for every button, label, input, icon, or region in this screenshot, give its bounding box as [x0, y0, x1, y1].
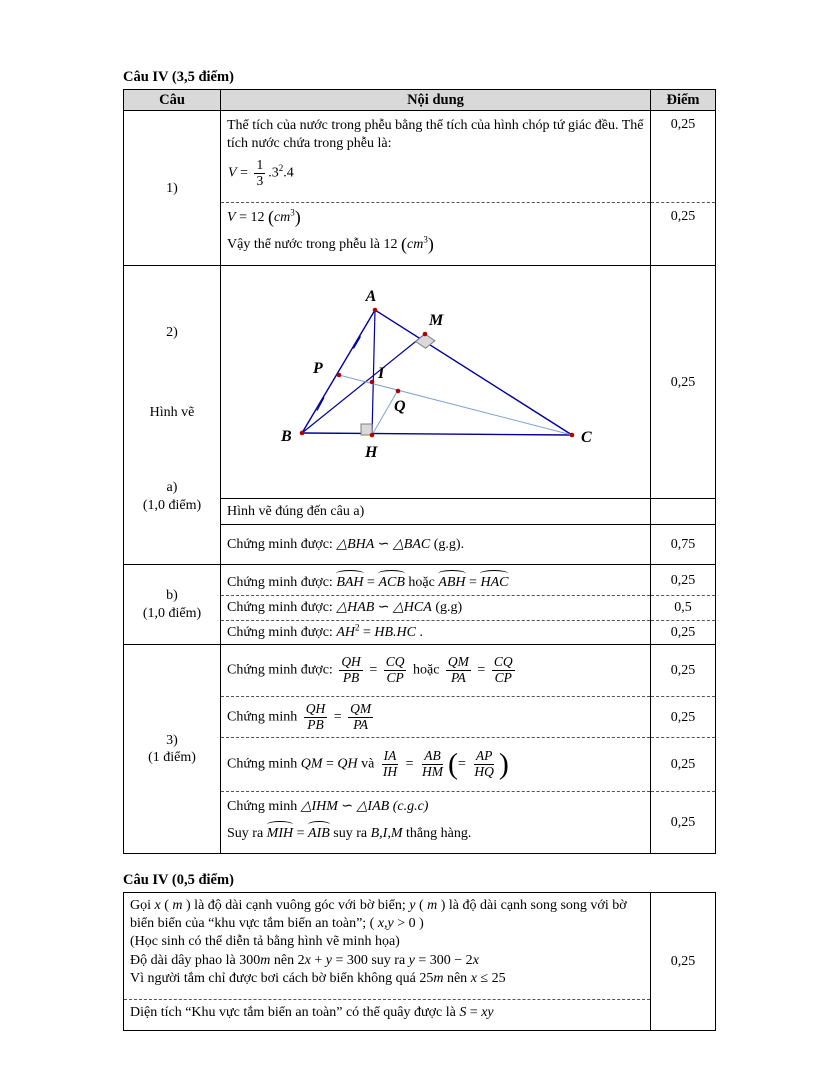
text-segment: m — [260, 952, 271, 968]
row-s2-main — [124, 893, 716, 1000]
text-segment: B,I,M — [370, 825, 403, 841]
ah-squared: Chứng minh được: $AH^2 = HB.HC$ . — [227, 622, 424, 640]
volume-result: V = 12 $(cm^3)$ — [227, 207, 301, 228]
text-segment: ( — [267, 207, 274, 228]
text-segment: y — [409, 898, 416, 914]
part-b-letter: b) — [166, 588, 178, 604]
content-a2 — [221, 525, 651, 565]
fraction: $\frac{QM}{PA}$ — [447, 654, 469, 686]
variables-definition: Gọi x ( m ) là độ dài cạnh vuông góc với bờ biển; y ( m ) là độ dài cạnh song song với bờ biển biển của “khu vực tắm biển an toàn”; ( x,y > 0 ) — [130, 898, 627, 931]
text-segment: cm — [407, 236, 424, 252]
answer-table-2 — [123, 892, 716, 1031]
text-segment: △BHA — [336, 537, 375, 552]
content-a1 — [221, 499, 651, 525]
point-label-i: I — [378, 365, 385, 383]
hinh-ve-label: Hình vẽ — [149, 404, 195, 420]
content-b2 — [221, 596, 651, 621]
content-c4 — [221, 792, 651, 854]
segment-bm — [302, 334, 425, 433]
text-segment: y — [325, 952, 332, 968]
row-figure — [124, 266, 716, 499]
similar-triangles-a: Chứng minh được: △BHA ∽ △BAC (g.g). — [227, 537, 465, 552]
qm-equals-qh: Chứng minh QM = QH và $\frac{IA}{IH}$ = $\frac{AB}{HM}$ (= $\frac{AP}{HQ}$ ) — [227, 747, 509, 781]
point-label-q: Q — [394, 398, 406, 416]
text-segment: ( — [448, 747, 459, 781]
cevian-pc — [339, 375, 572, 435]
text-segment: QH — [337, 756, 358, 772]
content-b1 — [221, 565, 651, 596]
part-a-letter: a) — [166, 480, 178, 496]
score-c1: 0,25 — [651, 645, 716, 697]
vertex-label-c: C — [581, 429, 592, 447]
section1-title: Câu IV (3,5 điểm) — [123, 69, 234, 85]
similar-triangles-c: Chứng minh △IHM ∽ △IAB (c.g.c) — [227, 799, 429, 815]
text-segment: x — [154, 898, 161, 914]
header-cau: Câu — [124, 90, 221, 111]
score-a1 — [651, 499, 716, 525]
point-label-h: H — [365, 444, 378, 462]
text-segment: S — [459, 1005, 467, 1021]
text-segment: V — [227, 210, 236, 226]
header-row — [124, 90, 716, 111]
point-label-p: P — [313, 360, 323, 378]
fraction: $\frac{1}{3}$ — [256, 157, 264, 189]
fraction: $\frac{QM}{PA}$ — [350, 700, 372, 732]
text-segment: m — [427, 898, 438, 914]
text-segment: AIB — [308, 825, 330, 841]
score-c4: 0,25 — [651, 792, 716, 854]
answer-table-main — [123, 89, 716, 854]
content-c1 — [221, 645, 651, 697]
part-a-label — [130, 479, 214, 514]
text-segment: ABH — [438, 574, 466, 590]
header-noidung: Nội dung — [221, 90, 651, 111]
content-b3 — [221, 620, 651, 645]
text-segment: BAH — [336, 574, 364, 590]
text-segment: m — [433, 971, 444, 987]
text-segment: cm — [273, 210, 291, 226]
row-1a — [124, 111, 716, 203]
row-c1 — [124, 645, 716, 697]
question-2-label-cell — [124, 266, 221, 565]
fraction: $\frac{QH}{PB}$ — [341, 654, 361, 686]
point-dot-h — [370, 433, 375, 438]
drawing-note: (Học sinh có thể diễn tả bằng hình vẽ minh họa) — [130, 934, 400, 950]
area-formula: Diện tích “Khu vực tắm biển an toàn” có thể quây được là S = xy — [130, 1005, 494, 1021]
text-segment: △IHM — [300, 799, 338, 815]
text-segment: ( — [401, 233, 408, 254]
text-segment: x — [304, 952, 311, 968]
content-s2-main — [124, 893, 651, 1000]
header-diem: Điểm — [651, 90, 716, 111]
fraction: $\frac{QH}{PB}$ — [305, 700, 326, 732]
text-segment: ACB — [378, 574, 405, 590]
tick-mark-pb — [317, 398, 324, 411]
volume-formula: V = $\frac{1}{3}$ $.3^2.4$ — [228, 157, 294, 189]
text-segment: xy — [481, 1005, 494, 1021]
text-segment: 3 — [423, 234, 428, 245]
content-c2 — [221, 697, 651, 738]
vertex-dot-c — [570, 433, 575, 438]
altitude-ah — [372, 310, 375, 435]
part-a-points: (1,0 điểm) — [142, 497, 202, 513]
score-b1: 0,25 — [651, 565, 716, 596]
distance-constraint: Vì người tắm chỉ được bơi cách bờ biển không quá 25m nên x ≤ 25 — [130, 971, 506, 987]
text-segment: 2 — [354, 622, 360, 633]
fraction: $\frac{IA}{IH}$ — [382, 748, 398, 780]
score-c2: 0,25 — [651, 697, 716, 738]
text-segment: MIH — [266, 825, 294, 841]
text-segment: x — [472, 952, 479, 968]
score-figure: 0,25 — [651, 266, 716, 499]
content-s2-last — [124, 1000, 651, 1031]
figure-correct-note: Hình vẽ đúng đến câu a) — [227, 504, 365, 519]
text-segment: 3 — [290, 207, 295, 218]
right-angle-marker-h — [361, 424, 372, 435]
side-bc — [302, 433, 572, 435]
vertex-dot-b — [300, 431, 305, 436]
fraction: $\frac{CQ}{CP}$ — [493, 654, 513, 686]
collinear-conclusion: Suy ra MIH = AIB suy ra B,I,M thẳng hàng. — [227, 825, 472, 841]
vertex-label-a: A — [365, 288, 377, 306]
text-segment: m — [172, 898, 183, 914]
text-segment: HAC — [480, 574, 509, 590]
geometry-figure — [221, 274, 649, 474]
part-b-label-cell — [124, 565, 221, 645]
fraction: $\frac{AB}{HM}$ — [422, 748, 444, 780]
content-1a — [221, 111, 651, 203]
row-s2-last — [124, 1000, 716, 1031]
text-segment: △BAC — [393, 537, 431, 552]
score-b3: 0,25 — [651, 620, 716, 645]
text-segment: (c.g.c) — [392, 799, 429, 815]
fraction: $\frac{AP}{HQ}$ — [474, 748, 494, 780]
side-ac — [375, 310, 572, 435]
fraction: $\frac{CQ}{CP}$ — [385, 654, 405, 686]
point-dot-i — [370, 380, 375, 385]
vertex-dot-a — [373, 308, 378, 313]
text-segment: △IAB — [356, 799, 390, 815]
part-3-points: (1 điểm) — [148, 750, 196, 766]
figure-cell — [221, 266, 651, 499]
text-segment: V — [228, 165, 237, 181]
point-label-m: M — [429, 312, 444, 330]
section2-title: Câu IV (0,5 điểm) — [123, 872, 234, 889]
rope-length-equation: Độ dài dây phao là 300m nên 2x + y = 300 suy ra y = 300 − 2x — [130, 952, 479, 968]
content-1b — [221, 203, 651, 266]
text-segment: AH — [336, 624, 355, 640]
question-2-label: 2) — [166, 325, 178, 341]
question-1-label: 1) — [124, 111, 221, 266]
point-dot-q — [396, 389, 401, 394]
text-segment: ) — [294, 207, 301, 228]
equal-angles: Chứng minh được: BAH = ACB hoặc ABH = HAC — [227, 574, 509, 590]
score-a2: 0,75 — [651, 525, 716, 565]
text-segment: 2 — [278, 163, 284, 174]
text-segment: y — [408, 952, 415, 968]
volume-conclusion: Vậy thể nước trong phễu là 12 $(cm^3)$ — [227, 233, 434, 254]
content-c3 — [221, 738, 651, 792]
text-segment: ) — [498, 747, 509, 781]
row-b1 — [124, 565, 716, 596]
text-segment: x,y — [377, 915, 394, 931]
score-c3: 0,25 — [651, 738, 716, 792]
text-segment: QM — [300, 756, 323, 772]
tick-mark-ap — [354, 337, 361, 349]
vertex-label-b: B — [281, 428, 292, 446]
ratio-equalities-1: Chứng minh được: $\frac{QH}{PB}$ = $\frac{CQ}{CP}$ hoặc $\frac{QM}{PA}$ = $\frac{CQ}{CP}$ — [227, 654, 513, 686]
text-segment: △HCA — [393, 600, 432, 616]
part-3-number: 3) — [166, 732, 178, 748]
score-1a: 0,25 — [651, 111, 716, 203]
point-dot-p — [337, 373, 342, 378]
text-segment: x — [470, 971, 477, 987]
part-b-points: (1,0 điểm) — [142, 605, 202, 621]
part-3-label-cell — [124, 645, 221, 854]
text-segment: HB.HC — [374, 624, 417, 640]
score-1b: 0,25 — [651, 203, 716, 266]
ratio-equalities-2: Chứng minh $\frac{QH}{PB}$ = $\frac{QM}{PA}$ — [227, 700, 372, 732]
text-segment: △HAB — [336, 600, 375, 616]
similar-triangles-b: Chứng minh được: △HAB ∽ △HCA (g.g) — [227, 600, 463, 616]
point-dot-m — [423, 332, 428, 337]
text-segment: ) — [427, 233, 434, 254]
volume-statement: Thể tích của nước trong phễu bằng thể tích của hình chóp tứ giác đều. Thể tích nước chứa trong phễu là: — [227, 118, 644, 151]
score-b2: 0,5 — [651, 596, 716, 621]
score-s2: 0,25 — [651, 893, 716, 1031]
